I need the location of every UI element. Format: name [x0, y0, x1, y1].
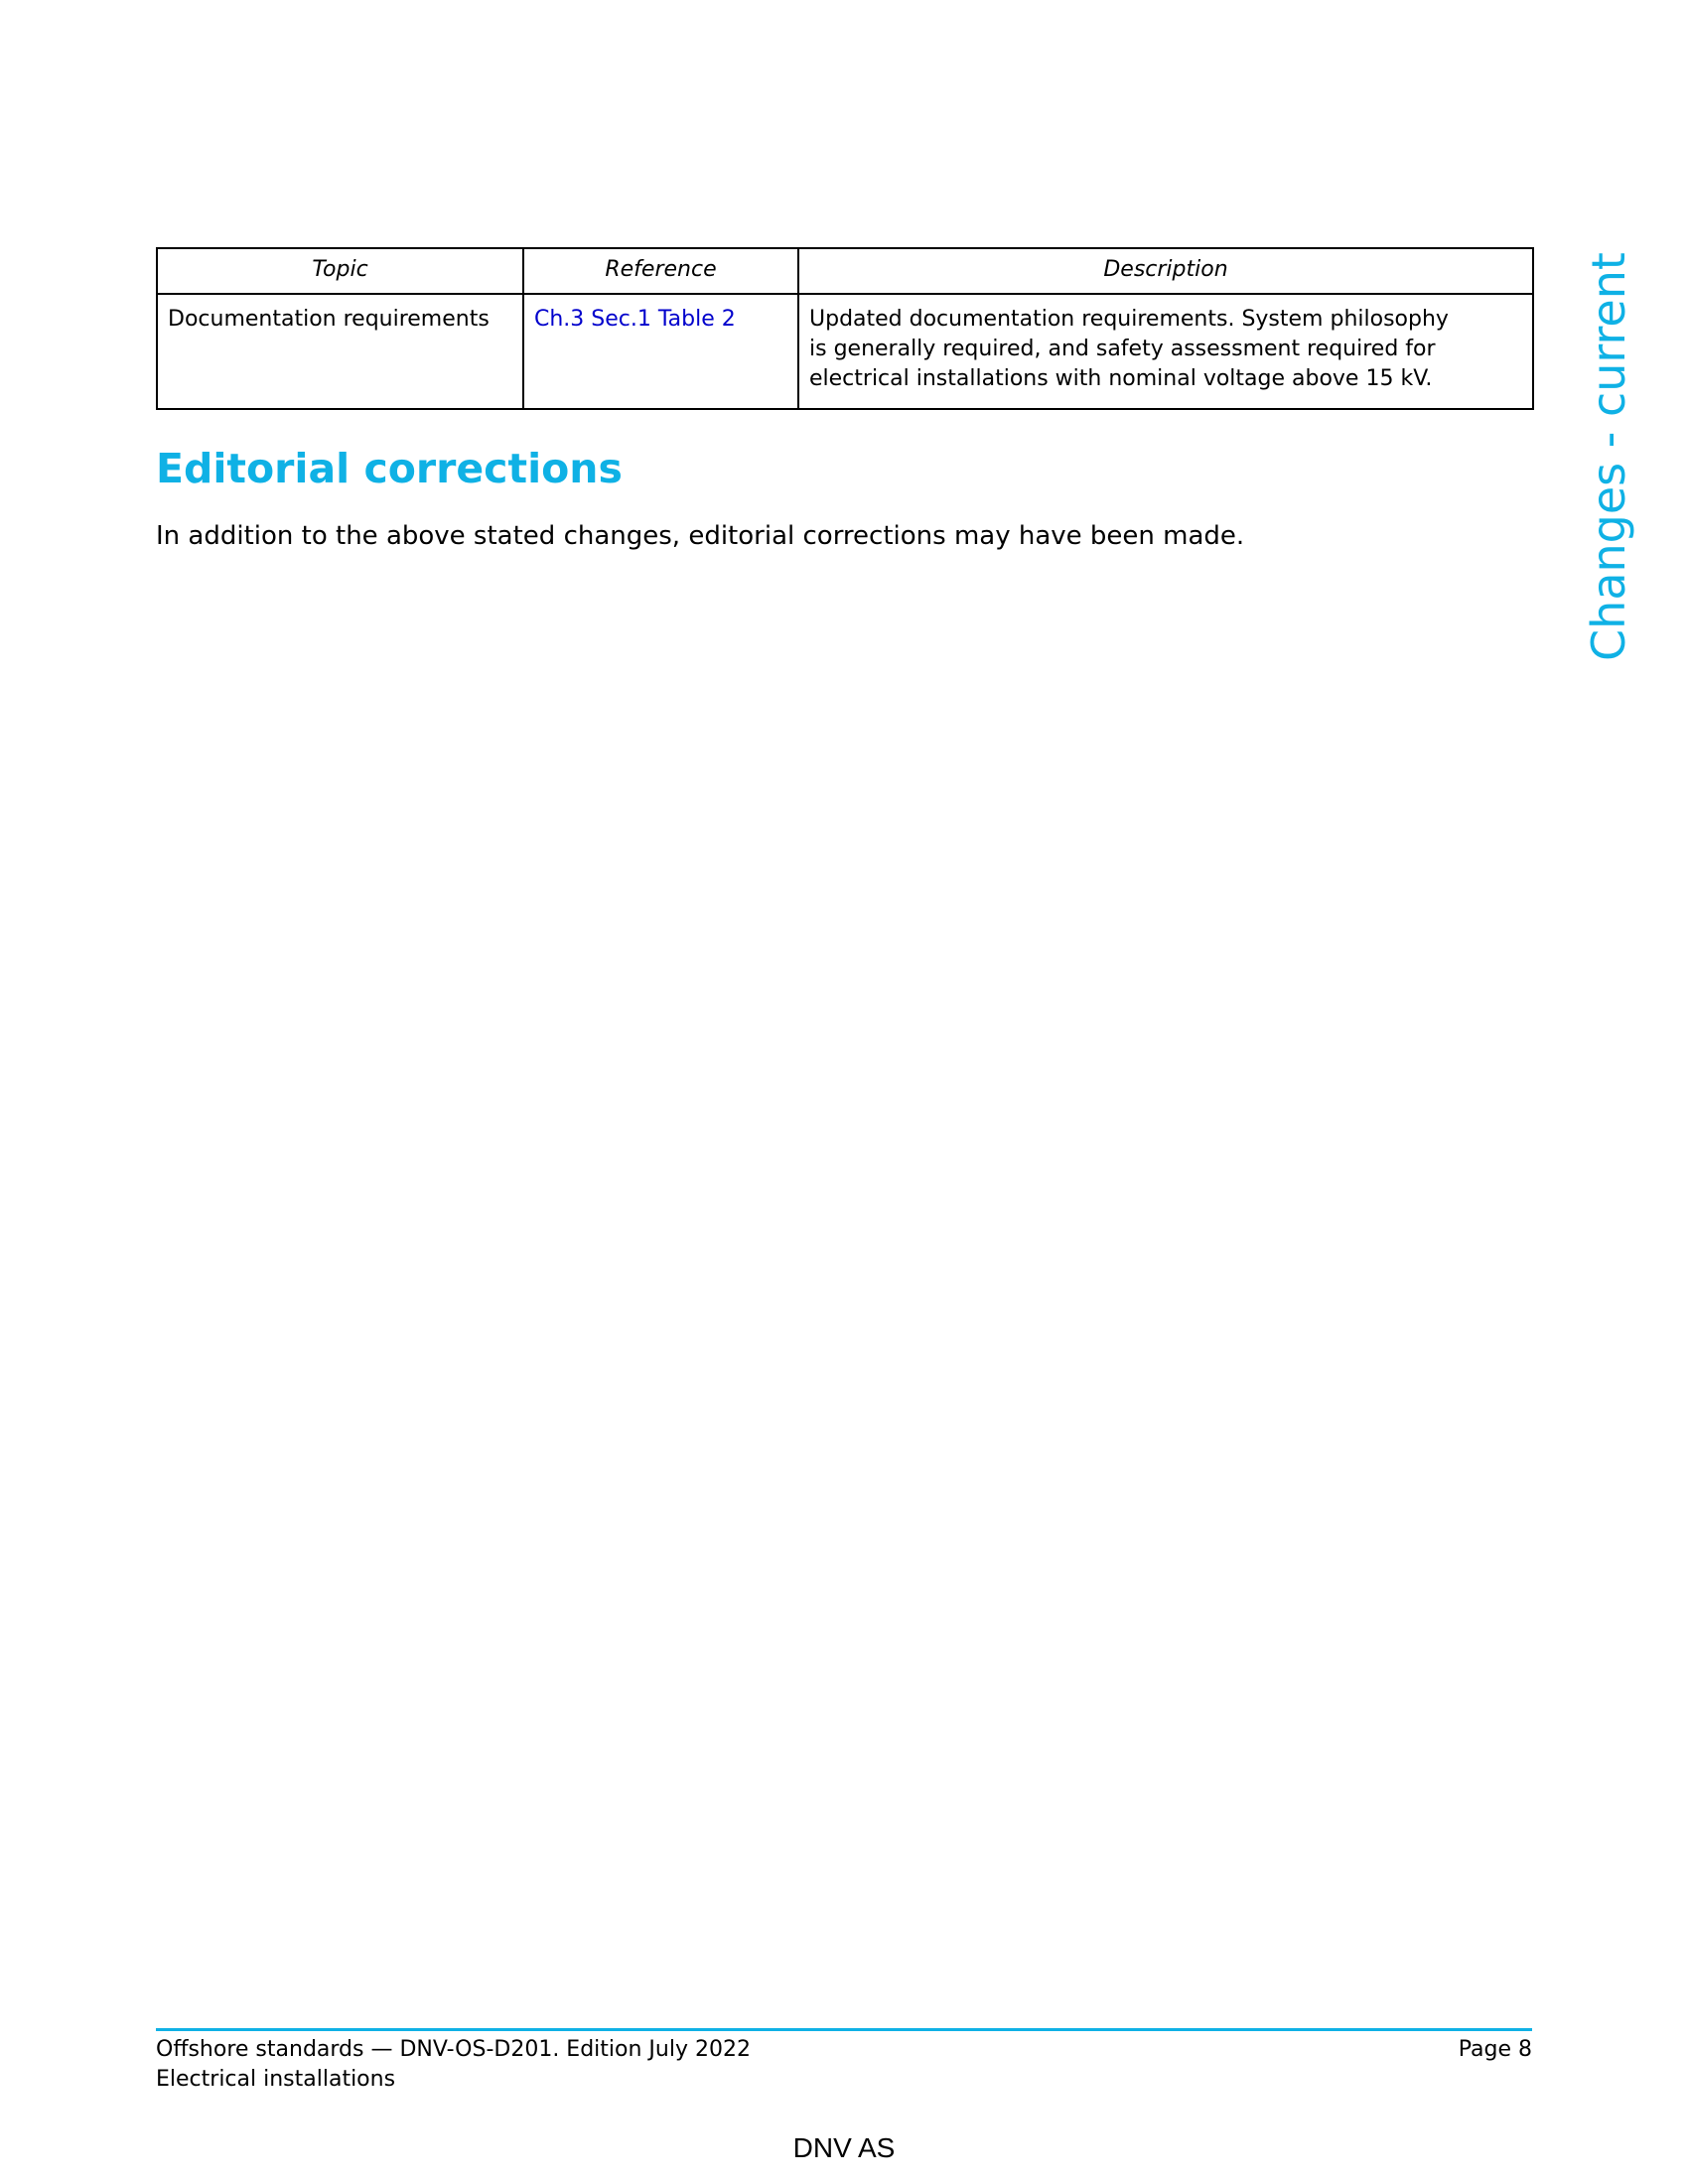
table-row — [157, 294, 1533, 409]
section-title: Editorial corrections — [156, 445, 623, 492]
description-line: Updated documentation requirements. System philosophy — [809, 307, 1449, 332]
column-header-description: Description — [798, 248, 1533, 294]
cell-description — [798, 294, 1533, 409]
column-header-reference: Reference — [523, 248, 798, 294]
column-header-topic: Topic — [157, 248, 523, 294]
footer-divider — [156, 2028, 1532, 2031]
footer-page-number: Page 8 — [1458, 2037, 1532, 2062]
footer-publisher: DNV AS — [792, 2132, 896, 2163]
footer-document-info — [156, 2035, 751, 2095]
changes-table — [156, 247, 1534, 410]
footer-document-title: Offshore standards — DNV-OS-D201. Edition July 2022 — [156, 2037, 751, 2062]
section-body: In addition to the above stated changes, editorial corrections may have been made. — [156, 521, 1245, 551]
cell-topic: Documentation requirements — [157, 294, 523, 409]
side-tab-label: Changes - current — [1582, 252, 1635, 661]
description-line: is generally required, and safety assessment required for — [809, 337, 1436, 361]
table-header-row — [157, 248, 1533, 294]
side-tab — [1579, 253, 1638, 660]
cell-reference-link[interactable]: Ch.3 Sec.1 Table 2 — [523, 294, 798, 409]
footer-document-subtitle: Electrical installations — [156, 2067, 396, 2092]
description-line: electrical installations with nominal voltage above 15 kV. — [809, 366, 1433, 391]
